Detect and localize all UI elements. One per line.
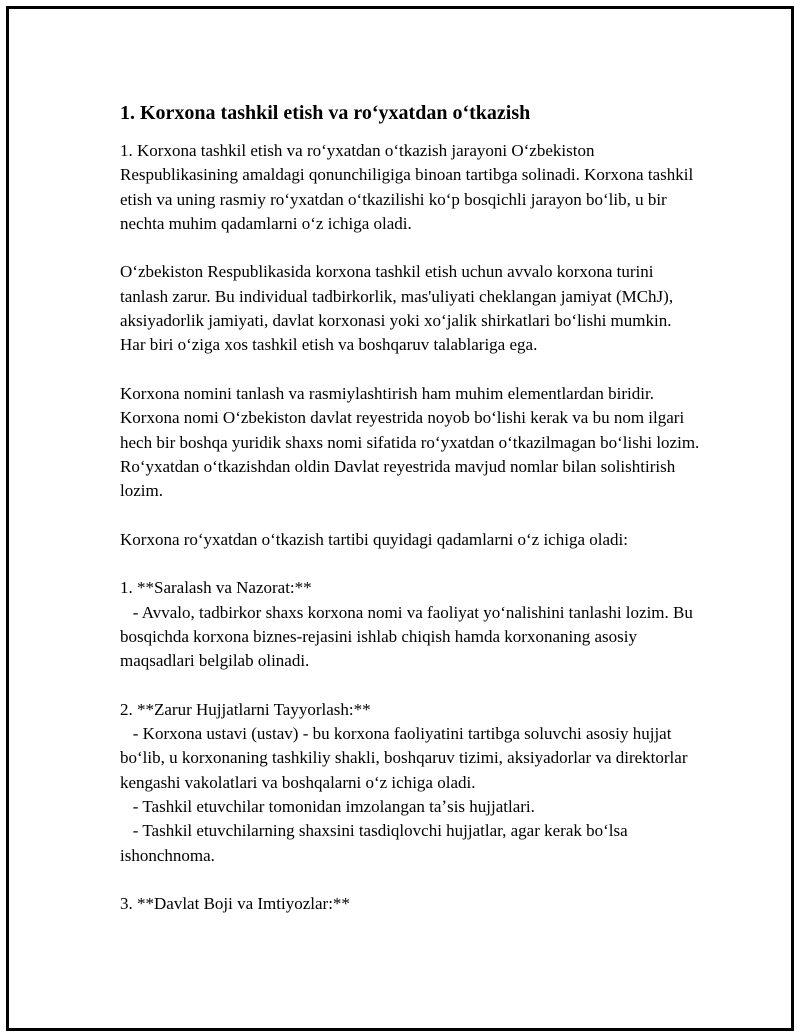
paragraph-gap xyxy=(120,503,700,527)
document-title: 1. Korxona tashkil etish va roʻyxatdan oʻtkazish xyxy=(120,102,531,124)
paragraph-steps-intro: Korxona roʻyxatdan oʻtkazish tartibi quyidagi qadamlarni oʻz ichiga oladi: xyxy=(120,529,628,549)
list-item-step-2: 2. **Zarur Hujjatlarni Tayyorlash:** - Korxona ustavi (ustav) - bu korxona faoliyatini tartibga soluvchi asosiy hujjat boʻlib, u korxonaning tashkiliy shakli, boshqaruv tizimi, aksiyadorlar va direktorlar kengashi vakolatlari va boshqalarni oʻz ichiga oladi. - Tashkil etuvchilar tomonidan imzolangan taʼsis hujjatlari. - Tashkil etuvchilarning shaxsini tasdiqlovchi hujjatlar, agar kerak boʻlsa ishonchnoma. xyxy=(120,699,688,865)
paragraph-intro: 1. Korxona tashkil etish va roʻyxatdan oʻtkazish jarayoni Oʻzbekiston Respublikasining amaldagi qonunchiligiga binoan tartibga solinadi. Korxona tashkil etish va uning rasmiy roʻyxatdan oʻtkazilishi koʻp bosqichli jarayon boʻlib, u bir nechta muhim qadamlarni oʻz ichiga oladi. xyxy=(120,141,698,233)
document-page xyxy=(6,6,794,1031)
document-body xyxy=(120,99,704,917)
list-item-step-1: 1. **Saralash va Nazorat:** - Avvalo, tadbirkor shaxs korxona nomi va faoliyat yoʻnalishini tanlashi lozim. Bu bosqichda korxona biznes-rejasini ishlab chiqish hamda korxonaning asosiy maqsadlari belgilab olinadi. xyxy=(120,578,693,671)
list-item-step-3: 3. **Davlat Boji va Imtiyozlar:** xyxy=(120,894,350,914)
paragraph-gap xyxy=(120,236,700,260)
paragraph-gap xyxy=(120,552,700,576)
paragraph-gap xyxy=(120,868,700,892)
paragraph-gap xyxy=(120,674,700,698)
paragraph-gap xyxy=(120,358,700,382)
paragraph-company-types: Oʻzbekiston Respublikasida korxona tashkil etish uchun avvalo korxona turini tanlash zarur. Bu individual tadbirkorlik, mas'uliyati cheklangan jamiyat (MChJ), aksiyadorlik jamiyati, davlat korxonasi yoki xoʻjalik shirkatlari boʻlishi mumkin. Har biri oʻziga xos tashkil etish va boshqaruv talablariga ega. xyxy=(120,262,678,355)
paragraph-company-name: Korxona nomini tanlash va rasmiylashtirish ham muhim elementlardan biridir. Korxona nomi Oʻzbekiston davlat reyestrida noyob boʻlishi kerak va bu nom ilgari hech bir boshqa yuridik shaxs nomi sifatida roʻyxatdan oʻtkazilmagan boʻlishi lozim. Roʻyxatdan oʻtkazishdan oldin Davlat reyestrida mavjud nomlar bilan solishtirish lozim. xyxy=(120,383,704,501)
